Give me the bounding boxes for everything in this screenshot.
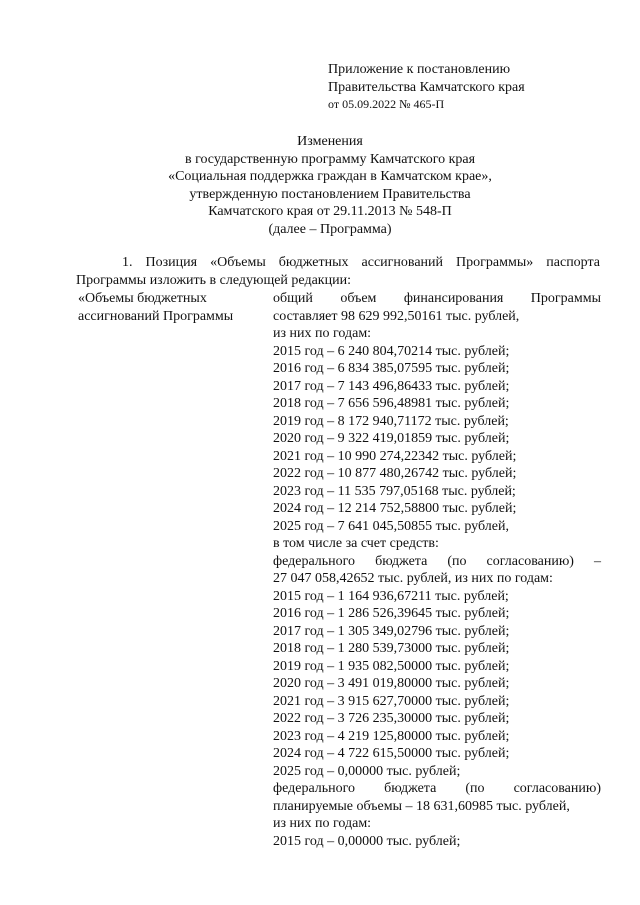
appendix-date-line: от 05.09.2022 № 465-П — [328, 97, 445, 111]
budget-value-line: 2017 год – 7 143 496,86433 тыс. рублей; — [273, 378, 510, 394]
budget-value-line: 2016 год – 1 286 526,39645 тыс. рублей; — [273, 606, 510, 621]
title-line: Камчатского края от 29.11.2013 № 548-П — [208, 204, 452, 219]
budget-value-line: 2018 год – 1 280 539,73000 тыс. рублей; — [273, 641, 510, 656]
budget-value-line: составляет 98 629 992,50161 тыс. рублей, — [273, 308, 520, 324]
title-line: утвержденную постановлением Правительства — [189, 186, 471, 202]
budget-value-line: 2020 год – 3 491 019,80000 тыс. рублей; — [273, 676, 510, 691]
appendix-line-2: Правительства Камчатского края — [328, 79, 525, 95]
budget-value-line: 2022 год – 3 726 235,30000 тыс. рублей; — [273, 711, 510, 726]
label-line: «Объемы бюджетных — [78, 291, 207, 306]
budget-value-line: 2015 год – 1 164 936,67211 тыс. рублей; — [273, 588, 509, 604]
document-title — [60, 133, 600, 238]
budget-value-line: 2024 год – 4 722 615,50000 тыс. рублей; — [273, 746, 510, 761]
budget-value-line: 2018 год – 7 656 596,48981 тыс. рублей; — [273, 396, 510, 411]
budget-value-line: 2015 год – 6 240 804,70214 тыс. рублей; — [273, 343, 510, 359]
budget-value-line: федерального бюджета (по согласованию) – — [273, 553, 601, 569]
budget-value-line: планируемые объемы – 18 631,60985 тыс. рублей, — [273, 798, 570, 814]
budget-value-line: 2020 год – 9 322 419,01859 тыс. рублей; — [273, 431, 510, 446]
budget-value-line: 2016 год – 6 834 385,07595 тыс. рублей; — [273, 361, 510, 376]
budget-value-line: в том числе за счет средств: — [273, 536, 439, 551]
appendix-line-1: Приложение к постановлению — [328, 62, 511, 77]
budget-value-line: 2015 год – 0,00000 тыс. рублей; — [273, 833, 461, 849]
intro-line-2: Программы изложить в следующей редакции: — [76, 272, 351, 288]
title-line: (далее – Программа) — [268, 221, 392, 237]
budget-value-line: 2024 год – 12 214 752,58800 тыс. рублей; — [273, 501, 517, 516]
title-line: «Социальная поддержка граждан в Камчатском крае», — [168, 169, 492, 184]
budget-value-line: из них по годам: — [273, 326, 372, 341]
budget-value-line: 2019 год – 1 935 082,50000 тыс. рублей; — [273, 658, 510, 674]
budget-table-value-cell — [273, 290, 601, 850]
budget-value-line: 2021 год – 10 990 274,22342 тыс. рублей; — [273, 448, 517, 464]
budget-value-line: 2017 год – 1 305 349,02796 тыс. рублей; — [273, 623, 510, 639]
budget-value-line: общий объем финансирования Программы — [273, 291, 601, 306]
budget-value-line: 2019 год – 8 172 940,71172 тыс. рублей; — [273, 413, 509, 429]
budget-value-line: 2025 год – 7 641 045,50855 тыс. рублей, — [273, 518, 509, 534]
budget-value-line: 2023 год – 11 535 797,05168 тыс. рублей; — [273, 483, 516, 499]
intro-line-1: 1. Позиция «Объемы бюджетных ассигнований Программы» паспорта — [122, 255, 600, 270]
title-line: в государственную программу Камчатского края — [184, 151, 476, 167]
intro-paragraph — [76, 254, 600, 289]
label-line: ассигнований Программы — [78, 308, 234, 324]
appendix-header — [328, 61, 628, 114]
budget-value-line: 2022 год – 10 877 480,26742 тыс. рублей; — [273, 466, 517, 481]
budget-value-line: из них по годам: — [273, 816, 372, 831]
budget-value-line: 2023 год – 4 219 125,80000 тыс. рублей; — [273, 728, 510, 744]
budget-value-line: федерального бюджета (по согласованию) — [273, 781, 601, 796]
budget-value-line: 2021 год – 3 915 627,70000 тыс. рублей; — [273, 693, 510, 709]
budget-value-line: 27 047 058,42652 тыс. рублей, из них по годам: — [273, 571, 553, 586]
budget-table-label-cell — [78, 290, 268, 325]
title-line: Изменения — [297, 134, 363, 149]
budget-value-line: 2025 год – 0,00000 тыс. рублей; — [273, 763, 461, 779]
